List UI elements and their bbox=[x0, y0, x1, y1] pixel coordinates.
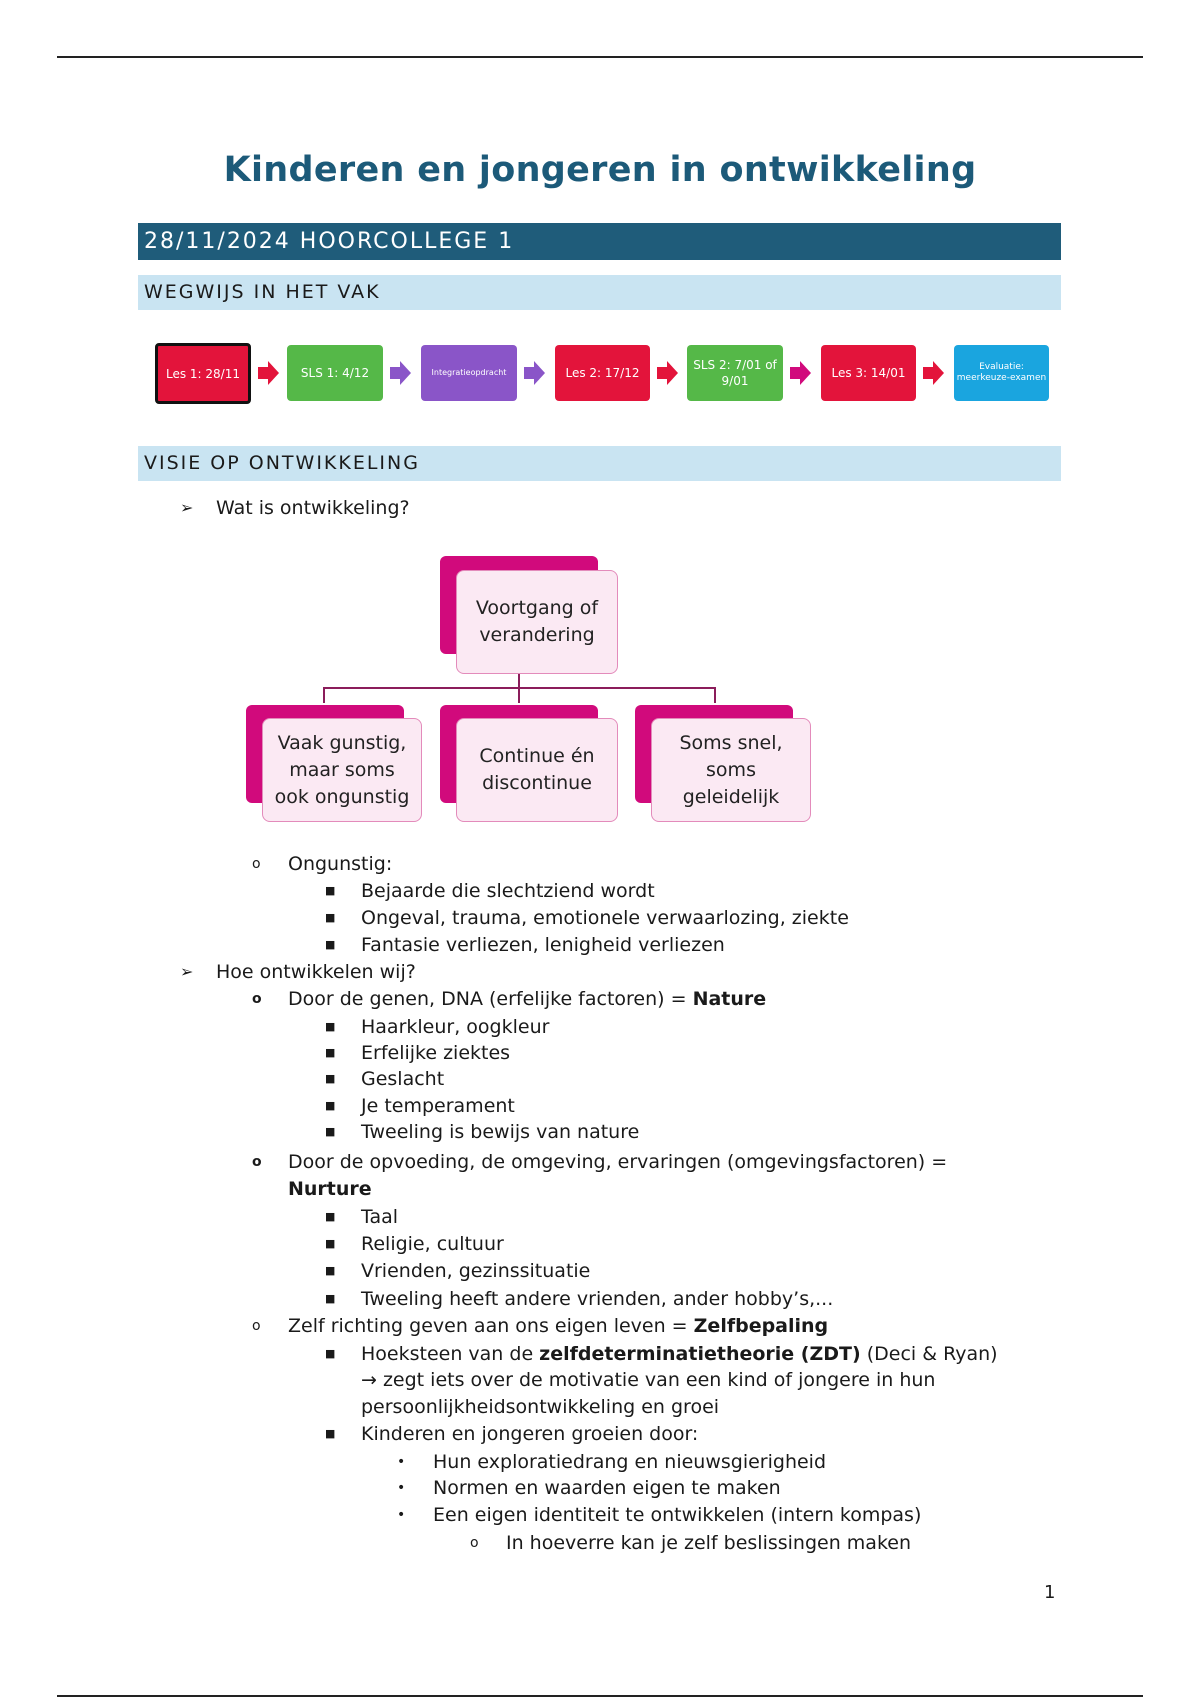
timeline-integratie-label: Integratieopdracht bbox=[431, 368, 507, 377]
zdt-line-2: → zegt iets over de motivatie van een kind of jongere in hun bbox=[361, 1369, 936, 1391]
zelf-bold: Zelfbepaling bbox=[693, 1315, 829, 1337]
question-hoe-ontwikkelen: Hoe ontwikkelen wij? bbox=[216, 961, 416, 983]
ongunstig-item-3: Fantasie verliezen, lenigheid verliezen bbox=[361, 934, 725, 956]
timeline-les2-label: Les 2: 17/12 bbox=[565, 366, 640, 380]
arrow-5-icon bbox=[790, 361, 811, 385]
child-node-1-label: Vaak gunstig, maar soms ook ongunstig bbox=[274, 731, 410, 808]
connector-vertical-mid bbox=[518, 687, 520, 703]
square-bullet-icon: ■ bbox=[325, 938, 336, 951]
document-title: Kinderen en jongeren in ontwikkeling bbox=[223, 150, 977, 190]
groeien-item-1: Hun exploratiedrang en nieuwsgierigheid bbox=[433, 1451, 827, 1473]
square-bullet-icon: ■ bbox=[325, 1237, 336, 1250]
timeline-sls1-label: SLS 1: 4/12 bbox=[300, 366, 370, 380]
square-bullet-icon: ■ bbox=[325, 1099, 336, 1112]
nurture-item-3: Vrienden, gezinssituatie bbox=[361, 1260, 591, 1282]
zdt-post: (Deci & Ryan) bbox=[860, 1343, 998, 1365]
square-bullet-icon: ■ bbox=[325, 884, 336, 897]
timeline-evaluatie-label: Evaluatie: meerkeuze-examen bbox=[956, 362, 1047, 383]
page-number: 1 bbox=[1044, 1582, 1056, 1603]
beslissing-item: In hoeverre kan je zelf beslissingen maken bbox=[506, 1532, 912, 1554]
connector-vertical-root bbox=[518, 674, 520, 688]
child-node-2-label: Continue én discontinue bbox=[479, 745, 595, 794]
circle-bullet-icon: o bbox=[470, 1535, 479, 1551]
nurture-text: Door de opvoeding, de omgeving, ervaringen (omgevingsfactoren) = bbox=[288, 1151, 948, 1173]
question-wat-is-ontwikkeling: Wat is ontwikkeling? bbox=[216, 497, 410, 519]
nurture-item-1: Taal bbox=[361, 1206, 399, 1228]
zelf-line bbox=[288, 1314, 828, 1338]
arrow-bullet-icon: ➢ bbox=[180, 962, 194, 981]
nature-text: Door de genen, DNA (erfelijke factoren) = bbox=[288, 988, 693, 1010]
connector-vertical-left bbox=[323, 687, 325, 703]
circle-bullet-icon: o bbox=[252, 1318, 261, 1334]
ongunstig-item-2: Ongeval, trauma, emotionele verwaarlozing, ziekte bbox=[361, 907, 849, 929]
nature-item-1: Haarkleur, oogkleur bbox=[361, 1016, 550, 1038]
groeien-item-3: Een eigen identiteit te ontwikkelen (intern kompas) bbox=[433, 1504, 922, 1526]
zelf-text: Zelf richting geven aan ons eigen leven = bbox=[288, 1315, 694, 1337]
zdt-line-1 bbox=[361, 1342, 998, 1366]
child-node-2 bbox=[456, 718, 618, 822]
ongunstig-label: Ongunstig: bbox=[288, 853, 393, 875]
arrow-1-icon bbox=[258, 361, 279, 385]
nature-item-2: Erfelijke ziektes bbox=[361, 1042, 511, 1064]
circle-bullet-icon: o bbox=[252, 991, 262, 1007]
nature-item-4: Je temperament bbox=[361, 1095, 515, 1117]
subsection-heading-wegwijs: WEGWIJS IN HET VAK bbox=[138, 275, 1061, 310]
square-bullet-icon: ■ bbox=[325, 911, 336, 924]
nature-line bbox=[288, 987, 766, 1011]
child-node-3-label: Soms snel, soms geleidelijk bbox=[679, 731, 783, 808]
circle-bullet-icon: o bbox=[252, 856, 261, 872]
nature-item-5: Tweeling is bewijs van nature bbox=[361, 1121, 640, 1143]
dot-bullet-icon: • bbox=[397, 1507, 406, 1523]
square-bullet-icon: ■ bbox=[325, 1264, 336, 1277]
timeline-arrows bbox=[0, 0, 1200, 420]
arrow-6-icon bbox=[923, 361, 944, 385]
subsection-heading-visie: VISIE OP ONTWIKKELING bbox=[138, 446, 1061, 481]
square-bullet-icon: ■ bbox=[325, 1072, 336, 1085]
circle-bullet-icon: o bbox=[252, 1154, 262, 1170]
square-bullet-icon: ■ bbox=[325, 1125, 336, 1138]
ongunstig-item-1: Bejaarde die slechtziend wordt bbox=[361, 880, 655, 902]
section-heading-hoorcollege: 28/11/2024 HOORCOLLEGE 1 bbox=[138, 223, 1061, 260]
child-node-3 bbox=[651, 718, 811, 822]
groeien-label: Kinderen en jongeren groeien door: bbox=[361, 1423, 699, 1445]
child-node-1 bbox=[262, 718, 422, 822]
nature-bold: Nature bbox=[692, 988, 767, 1010]
dot-bullet-icon: • bbox=[397, 1480, 406, 1496]
connector-vertical-right bbox=[714, 687, 716, 703]
arrow-3-icon bbox=[524, 361, 545, 385]
zdt-line-3: persoonlijkheidsontwikkeling en groei bbox=[361, 1396, 720, 1418]
arrow-bullet-icon: ➢ bbox=[180, 498, 194, 517]
nurture-item-4: Tweeling heeft andere vrienden, ander hobby’s,... bbox=[361, 1288, 834, 1310]
arrow-2-icon bbox=[390, 361, 411, 385]
zdt-pre: Hoeksteen van de bbox=[361, 1343, 540, 1365]
square-bullet-icon: ■ bbox=[325, 1046, 336, 1059]
nature-item-3: Geslacht bbox=[361, 1068, 445, 1090]
dot-bullet-icon: • bbox=[397, 1454, 406, 1470]
groeien-item-2: Normen en waarden eigen te maken bbox=[433, 1477, 781, 1499]
nurture-item-2: Religie, cultuur bbox=[361, 1233, 504, 1255]
square-bullet-icon: ■ bbox=[325, 1210, 336, 1223]
zdt-bold: zelfdeterminatietheorie (ZDT) bbox=[539, 1343, 861, 1365]
timeline-les1-label: Les 1: 28/11 bbox=[166, 366, 240, 381]
timeline-les3-label: Les 3: 14/01 bbox=[831, 366, 906, 380]
square-bullet-icon: ■ bbox=[325, 1292, 336, 1305]
square-bullet-icon: ■ bbox=[325, 1347, 336, 1360]
arrow-4-icon bbox=[657, 361, 678, 385]
root-node bbox=[456, 570, 618, 674]
bottom-rule bbox=[57, 1695, 1143, 1697]
square-bullet-icon: ■ bbox=[325, 1020, 336, 1033]
square-bullet-icon: ■ bbox=[325, 1427, 336, 1440]
timeline-sls2-label: SLS 2: 7/01 of 9/01 bbox=[693, 358, 777, 388]
nurture-bold: Nurture bbox=[288, 1178, 372, 1200]
root-node-label: Voortgang of verandering bbox=[475, 597, 599, 646]
